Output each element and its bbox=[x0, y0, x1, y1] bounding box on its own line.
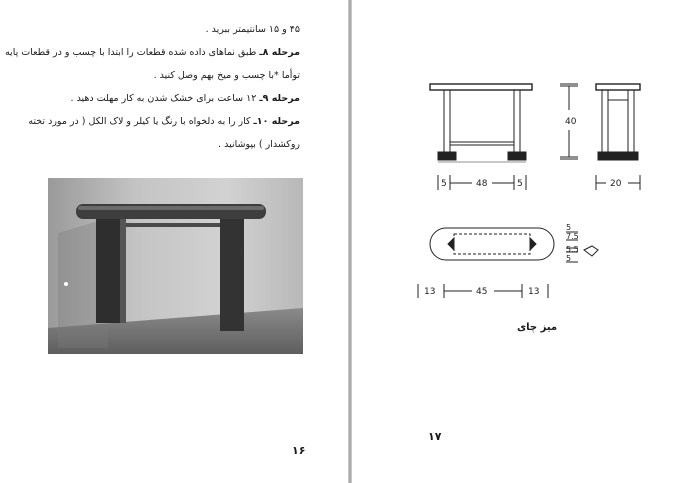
technical-drawing bbox=[352, 0, 698, 483]
width-label: 48 bbox=[476, 179, 488, 189]
page-number: ۱۶ bbox=[292, 444, 306, 457]
section-dim-label: 5 bbox=[566, 254, 572, 263]
instruction-line: مرحله ۸ـ طبق نماهای داده شده قطعات را ابتدا با چسب و در قطعات پایه bbox=[4, 47, 300, 58]
side-left-label: 5 bbox=[441, 179, 447, 189]
top-view bbox=[430, 228, 554, 260]
section-dim-label: 5.5 bbox=[566, 245, 579, 254]
drawing-caption: میز چای bbox=[517, 322, 558, 333]
page-number: ۱۷ bbox=[428, 430, 442, 443]
height-label: 40 bbox=[565, 117, 577, 127]
instruction-line: توأما *با چسب و میخ بهم وصل کنید . bbox=[153, 70, 300, 81]
depth-label: 20 bbox=[610, 179, 622, 189]
front-view bbox=[430, 84, 532, 162]
end-right-label: 13 bbox=[528, 287, 540, 297]
right-page bbox=[352, 0, 698, 483]
instruction-line: روکشدار ) بپوشانید . bbox=[218, 139, 300, 150]
instruction-line: مرحله ۹ـ ۱۲ ساعت برای خشک شدن به کار مهلت دهید . bbox=[70, 93, 300, 104]
instruction-line: مرحله ۱۰ـ کار را به دلخواه با رنگ یا کیلر و لاک الکل ( در مورد تخته bbox=[28, 116, 300, 127]
section-dim-label: 5 bbox=[566, 223, 572, 232]
instruction-line: ۴۵ و ۱۵ سانتیمتر ببرید . bbox=[205, 24, 300, 35]
section-dim-label: 7.5 bbox=[566, 232, 579, 241]
side-view bbox=[596, 84, 640, 190]
table-photo bbox=[48, 178, 303, 354]
side-right-label: 5 bbox=[517, 179, 523, 189]
end-left-label: 13 bbox=[424, 287, 436, 297]
instructions-text bbox=[4, 18, 300, 156]
middle-length-label: 45 bbox=[476, 287, 488, 297]
